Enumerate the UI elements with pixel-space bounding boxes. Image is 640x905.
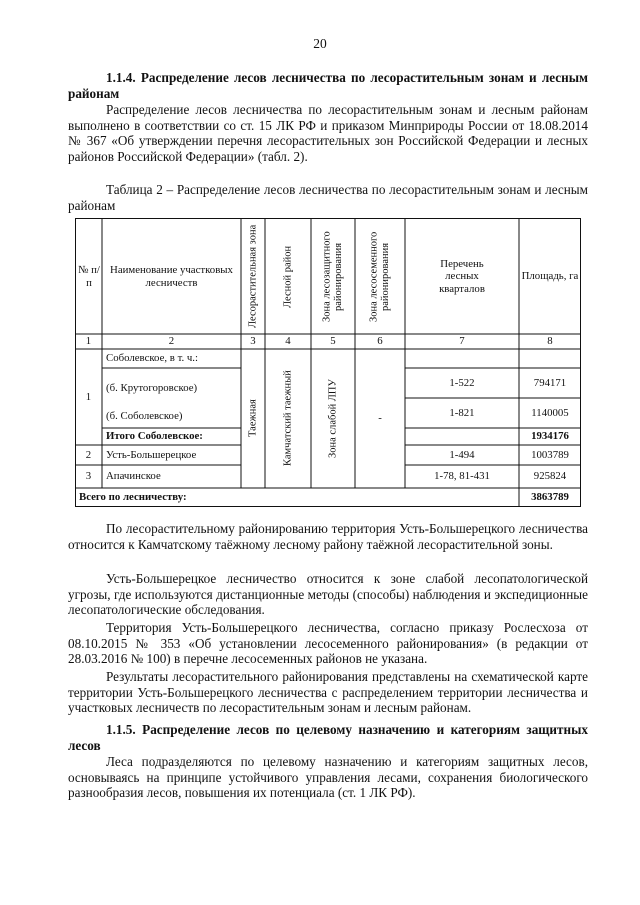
column-number: 5 [330,335,336,348]
row-1b-quarters: 1-821 [449,406,475,419]
row-3-name: Апачинское [106,470,161,483]
row-1a-name: (б. Крутогоровское) [106,381,198,394]
row-2-area: 1003789 [531,448,569,461]
row-3-num: 3 [85,470,92,483]
section-heading-1-1-4: 1.1.4. Распределение лесов лесничества по лесорастительным зонам и лесным районам [68,70,588,101]
column-number: 8 [547,335,553,348]
header-district: Лесной район [282,245,294,308]
row-2-quarters: 1-494 [449,448,475,461]
column-number: 6 [377,335,383,348]
header-area: Площадь, га [521,270,579,283]
row-2-name: Усть-Большерецкое [106,448,197,461]
header-zone: Лесорастительная зона [247,224,259,329]
row-1a-quarters: 1-522 [449,376,475,389]
row-3-area: 925824 [533,470,567,483]
table-caption: Таблица 2 – Распределение лесов лесничества по лесорастительным зонам и лесным районам [68,182,588,213]
row-1-num: 1 [85,390,92,403]
merged-zone: Таежная [247,399,259,438]
header-num: № п/п [78,264,100,289]
row-2-num: 2 [85,448,92,461]
header-seed-zone: Зона лесосеменного районирования [368,231,391,322]
paragraph-seed-zoning: Территория Усть-Большерецкого лесничества, согласно приказу Рослесхоза от 08.10.2015 № 353 «Об установлении лесосеменного районирования» (в редакции от 28.03.2016 № 100) в перечне лесосеменных районов не указана. [68,620,588,667]
grand-total-area: 3863789 [531,490,569,503]
paragraph-purpose: Леса подразделяются по целевому назначению и категориям защитных лесов, основываясь на принципе устойчивого управления лесами, сохранения биологического разнообразия лесов, повышения их потенциала (ст. 1 ЛК РФ). [68,754,588,801]
column-number: 4 [285,335,291,348]
row-1b-name: (б. Соболевское) [106,409,183,422]
row-3-quarters: 1-78, 81-431 [434,470,490,483]
page-number: 20 [313,36,327,51]
header-protective-zone: Зона лесозащитного районирования [321,231,344,322]
grand-total-name: Всего по лесничеству: [79,490,187,503]
merged-district: Камчатский таежный [282,370,294,467]
paragraph-map-results: Результаты лесорастительного районирования представлены на схематической карте территории Усть-Большерецкого лесничества с распределением территории лесничества и участковых лесничеств по лесорастительным зонам и лесным районам. [68,669,588,716]
row-1-name: Соболевское, в т. ч.: [106,352,199,365]
header-name: Наименование участковых лесничеств [110,264,233,289]
row-1b-area: 1140005 [531,406,569,419]
row-1-total-name: Итого Соболевское: [106,430,203,443]
row-1-total-area: 1934176 [531,430,569,443]
column-number: 3 [250,335,256,348]
merged-seed-zone: - [378,412,382,425]
header-quarters: Перечень лесных кварталов [439,257,485,295]
column-number: 7 [459,335,465,348]
merged-protective-zone: Зона слабой ЛПУ [327,379,339,458]
paragraph-zoning: По лесорастительному районированию территория Усть-Большерецкого лесничества относится к Камчатскому таёжному лесному району таёжной лесорастительной зоны. [68,521,588,552]
section-heading-1-1-5: 1.1.5. Распределение лесов по целевому назначению и категориям защитных лесов [68,722,588,753]
paragraph-distribution: Распределение лесов лесничества по лесорастительным зонам и лесным районам выполнено в соответствии со ст. 15 ЛК РФ и приказом Минприроды России от 18.08.2014 № 367 «Об утверждении перечня лесорастительных зон Российской Федерации и лесных районов Российской Федерации» (табл. 2). [68,102,588,164]
column-number: 2 [168,335,175,348]
forest-distribution-table [75,218,581,507]
paragraph-pathology: Усть-Большерецкое лесничество относится к зоне слабой лесопатологической угрозы, где используются дистанционные методы (способы) наблюдения и экспедиционные лесопатологические обследования. [68,571,588,618]
row-1a-area: 794171 [533,376,567,389]
column-number: 1 [85,335,92,348]
